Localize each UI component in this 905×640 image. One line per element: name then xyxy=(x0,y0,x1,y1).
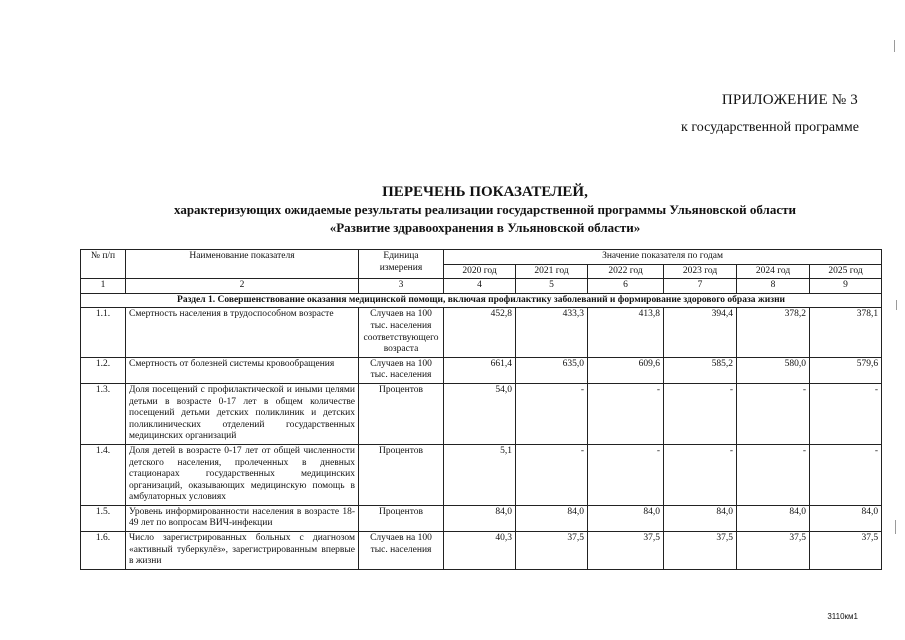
appendix-label: ПРИЛОЖЕНИЕ № 3 xyxy=(721,92,858,108)
row-number: 1.3. xyxy=(81,383,126,444)
column-number: 9 xyxy=(810,279,882,294)
indicator-value: 580,0 xyxy=(737,357,810,383)
indicator-value: - xyxy=(664,383,737,444)
indicator-value: 579,6 xyxy=(810,357,882,383)
column-number: 5 xyxy=(516,279,588,294)
scan-artifact xyxy=(894,40,895,52)
indicator-value: 37,5 xyxy=(664,532,737,570)
indicator-value: 378,1 xyxy=(810,308,882,357)
header-year: 2024 год xyxy=(737,264,810,279)
indicator-value: - xyxy=(516,444,588,505)
header-values-group: Значение показателя по годам xyxy=(444,250,882,265)
indicator-value: 585,2 xyxy=(664,357,737,383)
table-row xyxy=(81,357,882,383)
indicator-name: Уровень информированности населения в возрасте 18-49 лет по вопросам ВИЧ-инфекции xyxy=(126,505,359,531)
table-row xyxy=(81,383,882,444)
indicator-value: - xyxy=(810,444,882,505)
indicator-value: 661,4 xyxy=(444,357,516,383)
row-number: 1.4. xyxy=(81,444,126,505)
indicator-value: 84,0 xyxy=(810,505,882,531)
indicator-name: Смертность населения в трудоспособном возрасте xyxy=(126,308,359,357)
indicator-value: 452,8 xyxy=(444,308,516,357)
indicator-value: 84,0 xyxy=(737,505,810,531)
column-number: 7 xyxy=(664,279,737,294)
indicator-value: 84,0 xyxy=(588,505,664,531)
indicator-value: 609,6 xyxy=(588,357,664,383)
unit-of-measure: Случаев на 100 тыс. населения xyxy=(359,357,444,383)
indicator-value: 37,5 xyxy=(810,532,882,570)
unit-of-measure: Процентов xyxy=(359,444,444,505)
table-row xyxy=(81,505,882,531)
indicator-value: 413,8 xyxy=(588,308,664,357)
indicator-value: 37,5 xyxy=(737,532,810,570)
program-reference: к государственной программе xyxy=(681,120,859,135)
row-number: 1.6. xyxy=(81,532,126,570)
indicator-value: 54,0 xyxy=(444,383,516,444)
document-title xyxy=(100,183,870,237)
column-number: 1 xyxy=(81,279,126,294)
indicator-value: 635,0 xyxy=(516,357,588,383)
indicator-name: Число зарегистрированных больных с диагнозом «активный туберкулёз», зарегистрированным впервые в жизни xyxy=(126,532,359,570)
indicator-value: - xyxy=(810,383,882,444)
title-line-3: «Развитие здравоохранения в Ульяновской области» xyxy=(329,220,641,235)
table-row xyxy=(81,532,882,570)
header-year: 2023 год xyxy=(664,264,737,279)
column-number: 3 xyxy=(359,279,444,294)
indicators-table xyxy=(80,249,882,570)
section-title: Раздел 1. Совершенствование оказания медицинской помощи, включая профилактику заболеваний и формирование здорового образа жизни xyxy=(81,293,882,308)
indicator-value: - xyxy=(737,444,810,505)
table-row xyxy=(81,308,882,357)
indicator-value: 394,4 xyxy=(664,308,737,357)
indicator-value: 40,3 xyxy=(444,532,516,570)
document-code: 3110км1 xyxy=(827,612,858,621)
indicator-name: Доля детей в возрасте 0-17 лет от общей численности детского населения, пролеченных в дневных стационарах государственных медицинских организаций, оказывающих медицинскую помощь в амбулаторных условиях xyxy=(126,444,359,505)
column-number: 8 xyxy=(737,279,810,294)
indicator-value: 37,5 xyxy=(588,532,664,570)
indicator-value: 84,0 xyxy=(664,505,737,531)
scan-artifact xyxy=(895,520,896,534)
column-number: 2 xyxy=(126,279,359,294)
indicator-value: - xyxy=(516,383,588,444)
unit-of-measure: Случаев на 100 тыс. населения соответствующего возраста xyxy=(359,308,444,357)
header-year: 2020 год xyxy=(444,264,516,279)
indicator-name: Доля посещений с профилактической и иными целями детьми в возрасте 0-17 лет в общем количестве посещений детьми детских поликлиник и детских поликлинических отделений государственных медицинских организаций xyxy=(126,383,359,444)
row-number: 1.5. xyxy=(81,505,126,531)
scan-artifact xyxy=(896,300,897,310)
header-unit: Единица измерения xyxy=(359,250,444,279)
indicator-value: 433,3 xyxy=(516,308,588,357)
title-line-2: характеризующих ожидаемые результаты реализации государственной программы Ульяновской области xyxy=(174,202,796,217)
unit-of-measure: Случаев на 100 тыс. населения xyxy=(359,532,444,570)
indicator-value: - xyxy=(664,444,737,505)
table-row xyxy=(81,444,882,505)
column-number: 6 xyxy=(588,279,664,294)
header-year: 2025 год xyxy=(810,264,882,279)
indicator-value: 5,1 xyxy=(444,444,516,505)
row-number: 1.1. xyxy=(81,308,126,357)
unit-of-measure: Процентов xyxy=(359,505,444,531)
indicator-value: 37,5 xyxy=(516,532,588,570)
column-number: 4 xyxy=(444,279,516,294)
indicator-value: 84,0 xyxy=(444,505,516,531)
indicator-value: - xyxy=(737,383,810,444)
unit-of-measure: Процентов xyxy=(359,383,444,444)
indicator-value: - xyxy=(588,444,664,505)
header-year: 2022 год xyxy=(588,264,664,279)
indicator-name: Смертность от болезней системы кровообращения xyxy=(126,357,359,383)
header-num: № п/п xyxy=(81,250,126,279)
indicator-value: - xyxy=(588,383,664,444)
title-main: ПЕРЕЧЕНЬ ПОКАЗАТЕЛЕЙ, xyxy=(382,184,588,200)
indicator-value: 378,2 xyxy=(737,308,810,357)
row-number: 1.2. xyxy=(81,357,126,383)
indicator-value: 84,0 xyxy=(516,505,588,531)
header-name: Наименование показателя xyxy=(126,250,359,279)
header-year: 2021 год xyxy=(516,264,588,279)
